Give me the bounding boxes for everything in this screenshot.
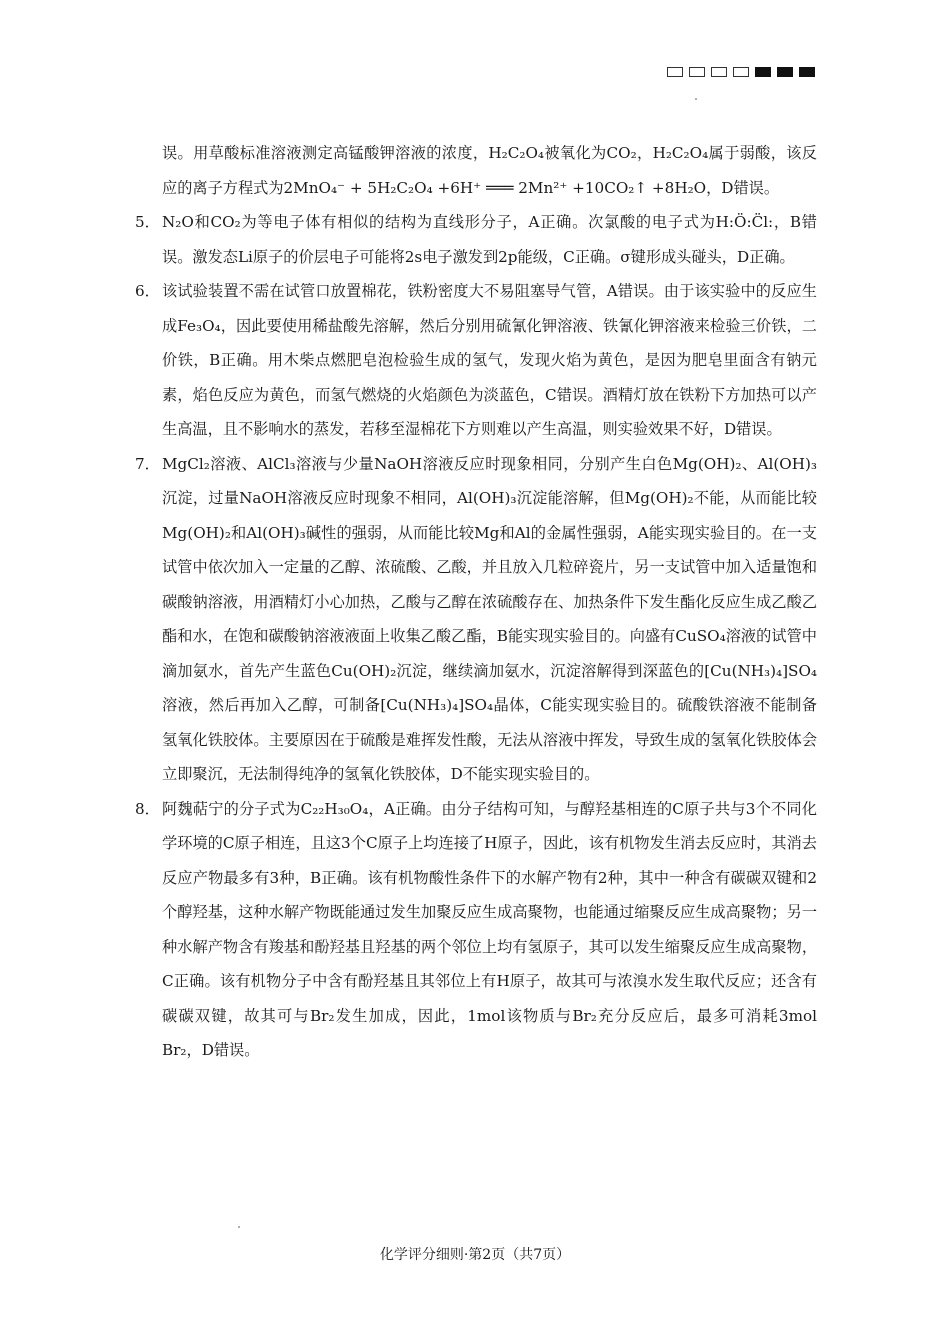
header-mark xyxy=(733,67,749,77)
paragraph-text: N₂O和CO₂为等电子体有相似的结构为直线形分子，A正确。次氯酸的电子式为H:Ö:C̈l:，B错误。激发态Li原子的价层电子可能将2s电子激发到2p能级，C正确。σ键形成头碰头，D正确。 xyxy=(162,213,817,266)
paragraph-text: 阿魏萜宁的分子式为C₂₂H₃₀O₄，A正确。由分子结构可知，与醇羟基相连的C原子共与3个不同化学环境的C原子相连，且这3个C原子上均连接了H原子，因此，该有机物发生消去反应时，其消去反应产物最多有3种，B正确。该有机物酸性条件下的水解产物有2种，其中一种含有碳碳双键和2个醇羟基，这种水解产物既能通过发生加聚反应生成高聚物，也能通过缩聚反应生成高聚物；另一种水解产物含有羧基和酚羟基且羟基的两个邻位上均有氢原子，其可以发生缩聚反应生成高聚物，C正确。该有机物分子中含有酚羟基且其邻位上有H原子，故其可与浓溴水发生取代反应；还含有碳碳双键，故其可与Br₂发生加成，因此，1mol该物质与Br₂充分反应后，最多可消耗3mol Br₂，D错误。 xyxy=(162,799,817,1059)
paragraph-continuation xyxy=(135,136,817,205)
item-number: 8． xyxy=(135,799,160,818)
paragraph-text: MgCl₂溶液、AlCl₃溶液与少量NaOH溶液反应时现象相同，分别产生白色Mg(OH)₂、Al(OH)₃沉淀，过量NaOH溶液反应时现象不相同，Al(OH)₃沉淀能溶解，但Mg(OH)₂不能，从而能比较Mg(OH)₂和Al(OH)₃碱性的强弱，从而能比较Mg和Al的金属性强弱，A能实现实验目的。在一支试管中依次加入一定量的乙醇、浓硫酸、乙酸，并且放入几粒碎瓷片，另一支试管中加入适量饱和碳酸钠溶液，用酒精灯小心加热，乙酸与乙醇在浓硫酸存在、加热条件下发生酯化反应生成乙酸乙酯和水，在饱和碳酸钠溶液液面上收集乙酸乙酯，B能实现实验目的。向盛有CuSO₄溶液的试管中滴加氨水，首先产生蓝色Cu(OH)₂沉淀，继续滴加氨水，沉淀溶解得到深蓝色的[Cu(NH₃)₄]SO₄溶液，然后再加入乙醇，可制备[Cu(NH₃)₄]SO₄晶体，C能实现实验目的。硫酸铁溶液不能制备氢氧化铁胶体。主要原因在于硫酸是难挥发性酸，无法从溶液中挥发，导致生成的氢氧化铁胶体会立即聚沉，无法制得纯净的氢氧化铁胶体，D不能实现实验目的。 xyxy=(162,454,817,783)
scan-dot xyxy=(695,98,697,100)
item-number: 7． xyxy=(135,454,160,473)
scan-dot xyxy=(238,1226,240,1228)
header-mark xyxy=(755,67,771,77)
paragraph-text: 误。用草酸标准溶液测定高锰酸钾溶液的浓度，H₂C₂O₄被氧化为CO₂，H₂C₂O₄属于弱酸，该反应的离子方程式为2MnO₄⁻ + 5H₂C₂O₄ +6H⁺ ═══ 2Mn²⁺ +10CO₂↑ +8H₂O，D错误。 xyxy=(162,144,817,197)
header-mark xyxy=(799,67,815,77)
answer-item-7 xyxy=(135,447,817,792)
answer-item-5 xyxy=(135,205,817,274)
item-number: 6． xyxy=(135,282,160,300)
header-mark xyxy=(711,67,727,77)
answer-item-8 xyxy=(135,792,817,1068)
header-mark xyxy=(777,67,793,77)
header-mark xyxy=(667,67,683,77)
header-mark xyxy=(689,67,705,77)
header-marks xyxy=(667,67,815,77)
page-footer: 化学评分细则·第2页（共7页） xyxy=(379,1247,571,1263)
document-body xyxy=(135,136,817,1068)
item-number: 5． xyxy=(135,213,160,231)
answer-item-6 xyxy=(135,274,817,447)
paragraph-text: 该试验装置不需在试管口放置棉花，铁粉密度大不易阻塞导气管，A错误。由于该实验中的反应生成Fe₃O₄，因此要使用稀盐酸先溶解，然后分别用硫氰化钾溶液、铁氰化钾溶液来检验三价铁，二价铁，B正确。用木柴点燃肥皂泡检验生成的氢气，发现火焰为黄色，是因为肥皂里面含有钠元素，焰色反应为黄色，而氢气燃烧的火焰颜色为淡蓝色，C错误。酒精灯放在铁粉下方加热可以产生高温，且不影响水的蒸发，若移至湿棉花下方则难以产生高温，则实验效果不好，D错误。 xyxy=(162,282,817,438)
